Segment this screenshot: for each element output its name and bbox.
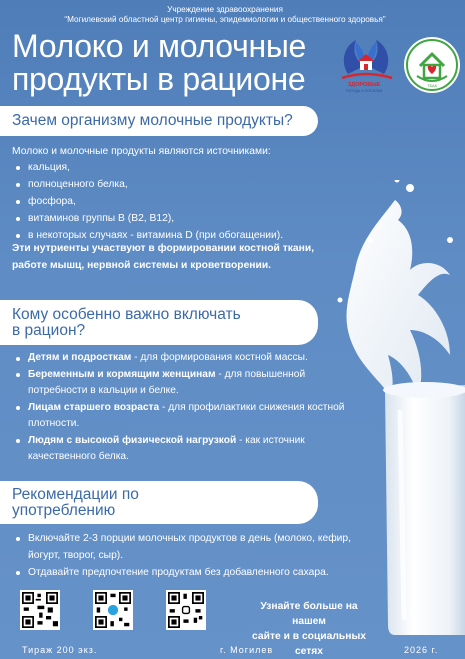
list-item: витаминов группы В (В2, В12), — [12, 210, 332, 227]
recommendations-list — [12, 530, 372, 581]
health-center-logo-icon — [403, 36, 461, 94]
list-item — [12, 367, 367, 400]
title-line-2: продукты в рационе — [12, 61, 306, 97]
list-item — [12, 433, 367, 466]
svg-text:ТБАК: ТБАК — [427, 83, 437, 88]
cta-line-1: Узнайте больше на нашем — [260, 601, 358, 627]
list-item — [12, 400, 367, 433]
list-item: Отдавайте предпочтение продуктам без добавленного сахара. — [12, 564, 372, 581]
svg-text:ЗДОРОВЫЕ: ЗДОРОВЫЕ — [347, 82, 381, 88]
group-name: Беременным и кормящим женщинам — [28, 368, 216, 380]
section-heading-why-text: Зачем организму молочные продукты? — [12, 112, 293, 129]
section-heading-who-line-2: в рацион? — [12, 321, 86, 339]
qr-code-instagram-icon[interactable] — [166, 590, 206, 630]
institution-line-1: Учреждение здравоохранения — [167, 5, 283, 14]
cta-line-2: сайте и в социальных сетях — [252, 631, 366, 657]
footer — [0, 644, 465, 659]
group-name: Детям и подросткам — [28, 352, 132, 363]
group-reason: - для профилактики снижения костной плотности. — [28, 401, 345, 429]
institution-header — [60, 5, 390, 25]
section-heading-who — [0, 300, 318, 345]
list-item: в некоторых случаях - витамина D (при обогащении). — [12, 227, 332, 244]
nutrient-summary — [12, 240, 332, 274]
institution-line-2: “Могилевский областной центр гигиены, эпидемиологии и общественного здоровья” — [64, 15, 386, 24]
group-reason: - для повышенной потребности в кальции и белке. — [28, 368, 306, 396]
list-item — [12, 350, 367, 367]
sources-intro: Молоко и молочные продукты являются источниками: — [12, 146, 271, 157]
summary-line-2: работе мышц, нервной системы и кроветворении. — [12, 260, 272, 271]
section-heading-who-line-1: Кому особенно важно включать — [12, 305, 241, 323]
summary-line-1: Эти нутриенты участвуют в формировании костной ткани, — [12, 243, 315, 254]
group-name: Лицам старшего возраста — [28, 401, 160, 413]
target-groups-list — [12, 350, 367, 466]
svg-text:ГОРОДА И ПОСЕЛКИ: ГОРОДА И ПОСЕЛКИ — [345, 89, 383, 93]
section-heading-recommendations-line-2: употреблению — [12, 501, 116, 519]
section-heading-recommendations — [0, 481, 318, 524]
healthy-cities-logo-icon — [334, 34, 398, 98]
circulation-text: Тираж 200 экз. — [22, 645, 98, 655]
page-title — [12, 30, 322, 96]
city-text: г. Могилев — [220, 645, 274, 655]
title-line-1: Молоко и молочные — [12, 28, 307, 64]
nutrient-list — [12, 159, 332, 244]
list-item: Включайте 2-3 порции молочных продуктов в день (молоко, кефир, йогурт, творог, сыр). — [12, 530, 372, 564]
group-reason: - для формирования костной массы. — [131, 352, 308, 363]
list-item: полноценного белка, — [12, 176, 332, 193]
qr-code-website-icon[interactable] — [20, 590, 60, 630]
section-heading-why — [0, 106, 318, 136]
section-heading-recommendations-line-1: Рекомендации по — [12, 485, 139, 503]
year-text: 2026 г. — [404, 645, 439, 655]
qr-code-telegram-icon[interactable] — [93, 590, 133, 630]
list-item: фосфора, — [12, 193, 332, 210]
list-item: кальция, — [12, 159, 332, 176]
group-name: Людям с высокой физической нагрузкой — [28, 434, 237, 446]
group-reason: - как источник качественного белка. — [28, 434, 305, 462]
